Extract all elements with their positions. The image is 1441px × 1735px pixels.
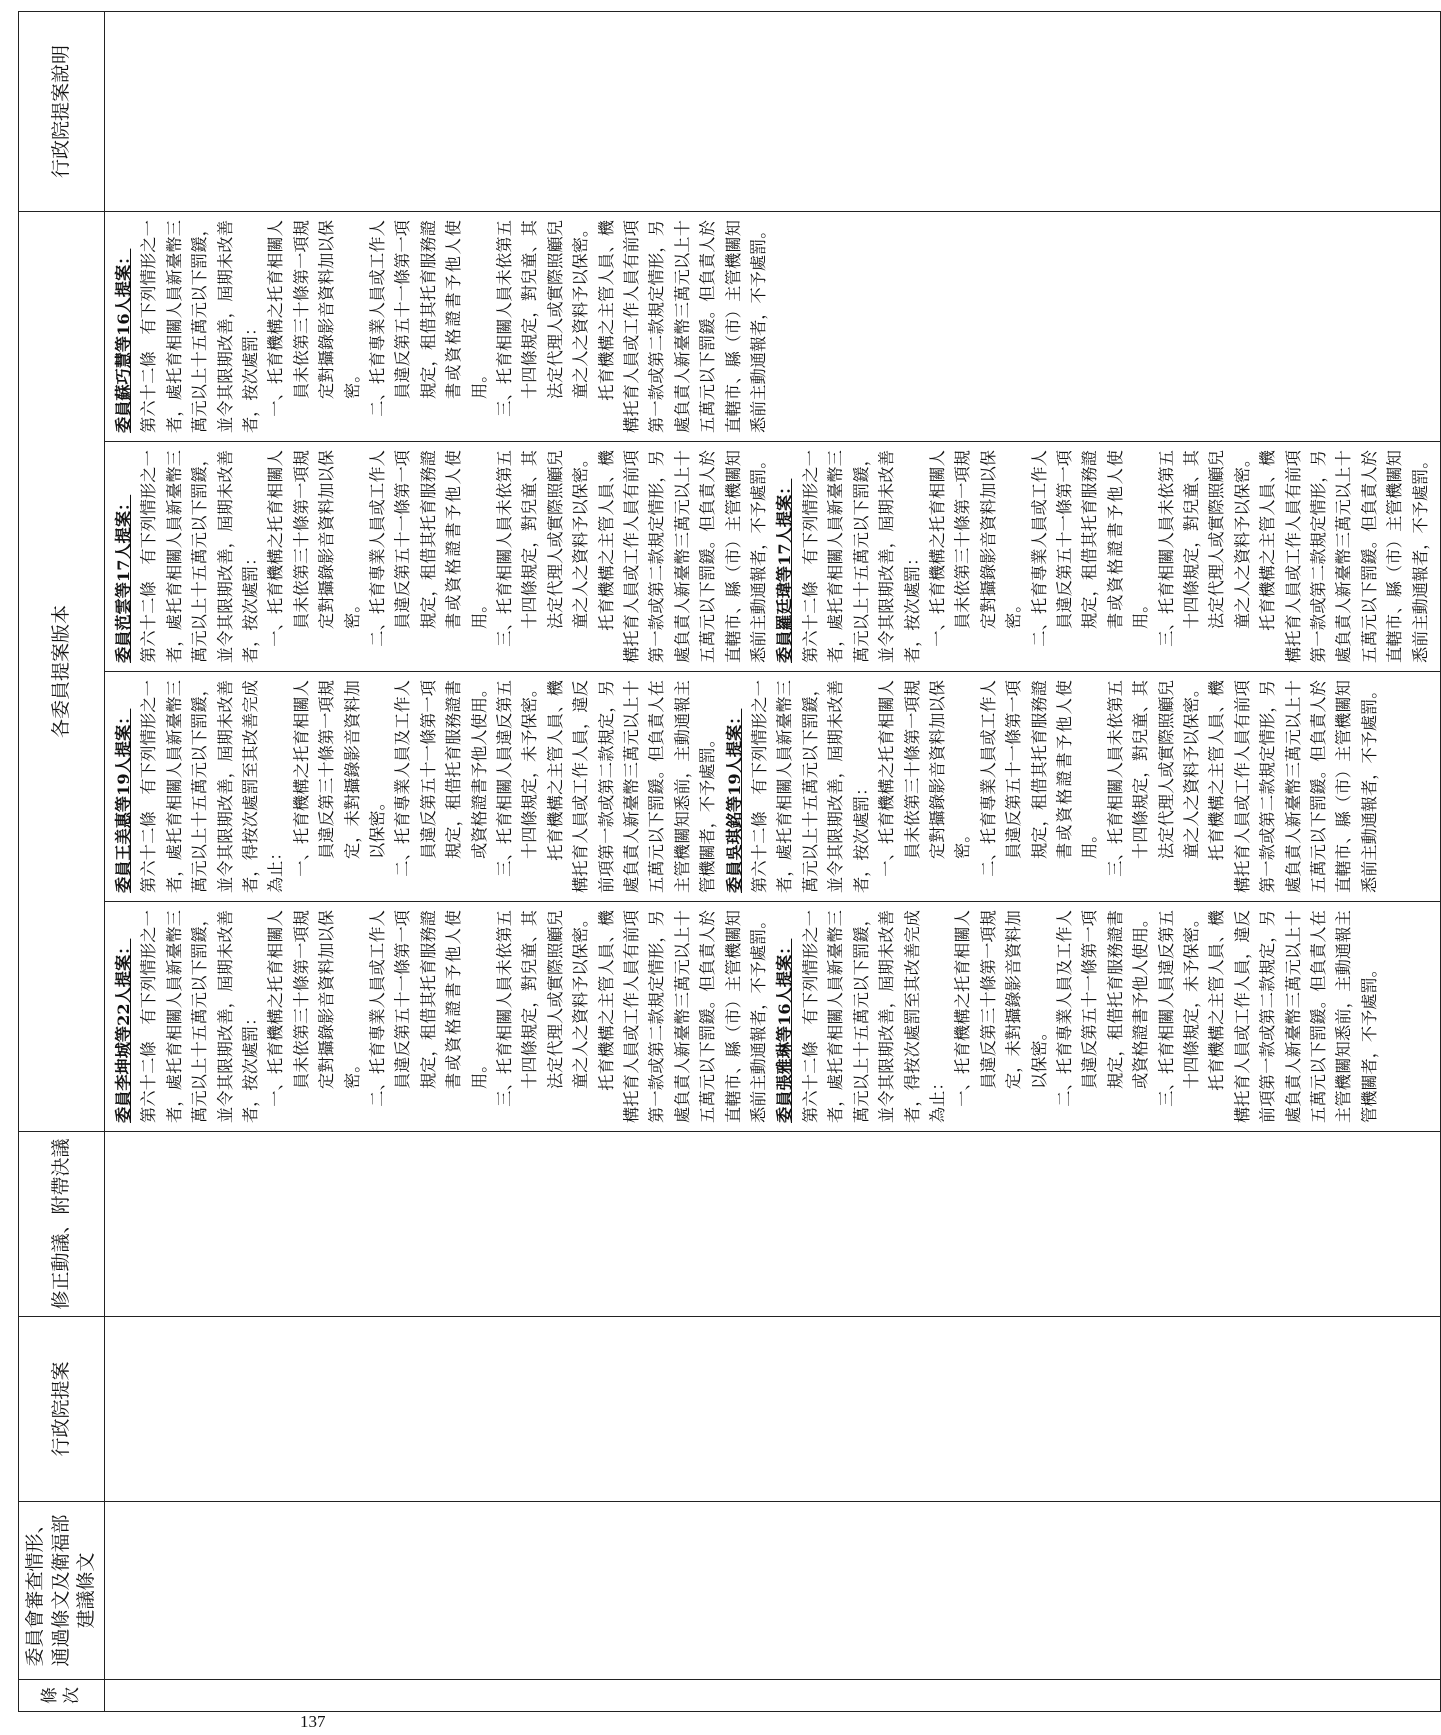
proposal-block — [111, 910, 772, 1123]
header-versions: 各委員提案版本 — [19, 212, 105, 1132]
proposal-text: 一、托育機構之托育相關人員未依第三十條第一項規定對攝錄影音資料加以保密。 — [927, 450, 1024, 647]
proposal-text: 二、托育專業人員或工作人員違反第五十一條第一項規定，租借其托育服務證書或資格證書予他人使用。 — [367, 220, 489, 417]
proposal-text: 三、托育相關人員未依第五十四條規定，對兒童、其法定代理人或實際照顧兒童之人之資料予以保密。 — [495, 910, 591, 1107]
header-review: 委員會審查情形、通過條文及衛福部建議條文 — [19, 1502, 105, 1680]
proposal-text: 第六十二條 有下列情形之一者，處托育相關人員新臺幣三萬元以上十五萬元以下罰鍰，並令其限期改善，屆期未改善者，得按次處罰至其改善完成為止： — [800, 910, 947, 1123]
proposal-text: 一、托育機構之托育相關人員未依第三十條第一項規定對攝錄影音資料加以保密。 — [877, 680, 973, 877]
proposal-text: 托育機構之主管人員、機構托育人員或工作人員，違反前項第一款或第二款規定，另處負責人新臺幣三萬元以上十五萬元以下罰鍰。但負責人在主管機關知悉前，主動通報主管機關者，不予處罰。 — [545, 680, 718, 893]
proposal-text: 三、托育相關人員違反第五十四條規定，未予保密。 — [495, 680, 540, 877]
proposal-text: 托育機構之主管人員、機構托育人員或工作人員有前項第一款或第二款規定情形，另處負責人新臺幣三萬元以上十五萬元以下罰鍰。但負責人於直轄市、縣（市）主管機關知悉前主動通報者，不予處罰。 — [596, 450, 769, 663]
proposal-block — [111, 450, 772, 663]
proposal-text: 第六十二條 有下列情形之一者，處托育相關人員新臺幣三萬元以上十五萬元以下罰鍰，並令其限期改善，屆期未改善者，按次處罰： — [800, 450, 922, 663]
proposal-text: 托育機構之主管人員、機構托育人員或工作人員有前項第一款或第二款規定情形，另處負責人新臺幣三萬元以上十五萬元以下罰鍰。但負責人於直轄市、縣（市）主管機關知悉前主動通報者，不予處罰。 — [1207, 680, 1379, 893]
header-row — [19, 12, 105, 1712]
proposal-heading: 委員王美惠等19人提案： — [113, 708, 133, 893]
page-number: 137 — [300, 1712, 326, 1731]
proposal-heading: 委員李坤城等22人提案： — [113, 938, 133, 1123]
proposal-heading: 委員蘇巧慧等16人提案： — [113, 248, 133, 433]
header-exec-proposal: 行政院提案 — [19, 1317, 105, 1502]
proposal-text: 一、托育機構之托育相關人員違反第三十條第一項規定，未對攝錄影音資料加以保密。 — [953, 910, 1049, 1107]
cell-review — [104, 1502, 1440, 1680]
proposal-text: 三、托育相關人員未依第五十四條規定，對兒童、其法定代理人或實際照顧兒童之人之資料予以保密。 — [1105, 680, 1201, 877]
proposal-text: 三、托育相關人員違反第五十四條規定，未予保密。 — [1156, 910, 1201, 1107]
proposal-text: 一、托育機構之托育相關人員未依第三十條第一項規定對攝錄影音資料加以保密。 — [266, 450, 362, 647]
proposal-text: 二、托育專業人員及工作人員違反第五十一條第一項規定，租借托育服務證書或資格證書予他人使用。 — [393, 680, 489, 877]
proposal-text: 二、托育專業人員或工作人員違反第五十一條第一項規定，租借其托育服務證書或資格證書予他人使用。 — [1029, 450, 1151, 647]
proposal-block — [111, 680, 721, 893]
proposal-text: 三、托育相關人員未依第五十四條規定，對兒童、其法定代理人或實際照顧兒童之人之資料予以保密。 — [495, 220, 591, 417]
cell-versions — [104, 212, 1440, 1132]
proposal-text: 第六十二條 有下列情形之一者，處托育相關人員新臺幣三萬元以上十五萬元以下罰鍰，並令其限期改善，屆期未改善者，按次處罰： — [750, 680, 871, 893]
proposal-text: 第六十二條 有下列情形之一者，處托育相關人員新臺幣三萬元以上十五萬元以下罰鍰，並令其限期改善，屆期未改善者，按次處罰： — [139, 450, 260, 663]
proposal-text: 一、托育機構之托育相關人員未依第三十條第一項規定對攝錄影音資料加以保密。 — [266, 910, 362, 1107]
proposal-text: 二、托育專業人員及工作人員違反第五十一條第一項規定，租借托育服務證書或資格證書予他人使用。 — [1054, 910, 1151, 1107]
proposal-text: 三、托育相關人員未依第五十四條規定，對兒童、其法定代理人或實際照顧兒童之人之資料予以保密。 — [1156, 450, 1252, 647]
proposal-block — [111, 220, 772, 433]
versions-subcolumn — [105, 212, 1440, 441]
header-exec-explanation: 行政院提案說明 — [19, 12, 105, 212]
cell-exec-explanation — [104, 12, 1440, 212]
rotated-table-frame — [18, 12, 1430, 1712]
cell-amendment — [104, 1132, 1440, 1317]
proposal-text: 托育機構之主管人員、機構托育人員或工作人員，違反前項第一款或第二款規定，另處負責人新臺幣三萬元以上十五萬元以下罰鍰。但負責人在主管機關知悉前，主動通報主管機關者，不予處罰。 — [1207, 910, 1379, 1123]
cell-article — [104, 1680, 1440, 1712]
proposal-text: 二、托育專業人員或工作人員違反第五十一條第一項規定，租借其托育服務證書或資格證書予他人使用。 — [978, 680, 1100, 877]
versions-subcolumn — [105, 901, 1440, 1131]
header-amendment: 修正動議、附帶決議 — [19, 1132, 105, 1317]
proposal-text: 第六十二條 有下列情形之一者，處托育相關人員新臺幣三萬元以上十五萬元以下罰鍰，並令其限期改善，屆期未改善者，得按次處罰至其改善完成為止： — [139, 680, 286, 893]
proposal-heading: 委員羅廷瑋等17人提案： — [775, 478, 795, 663]
proposal-text: 第六十二條 有下列情形之一者，處托育相關人員新臺幣三萬元以上十五萬元以下罰鍰，並令其限期改善，屆期未改善者，按次處罰： — [139, 220, 260, 433]
proposal-heading: 委員張雅琳等16人提案： — [775, 938, 795, 1123]
proposal-block — [772, 910, 1382, 1123]
proposal-text: 二、托育專業人員或工作人員違反第五十一條第一項規定，租借其托育服務證書或資格證書予他人使用。 — [367, 910, 489, 1107]
proposal-text: 托育機構之主管人員、機構托育人員或工作人員有前項第一款或第二款規定情形，另處負責人新臺幣三萬元以上十五萬元以下罰鍰。但負責人於直轄市、縣（市）主管機關知悉前主動通報者，不予處罰。 — [596, 220, 769, 433]
proposal-heading: 委員吳琪銘等19人提案： — [724, 708, 744, 893]
proposal-block — [722, 680, 1383, 893]
proposal-text: 托育機構之主管人員、機構托育人員或工作人員有前項第一款或第二款規定情形，另處負責人新臺幣三萬元以上十五萬元以下罰鍰。但負責人於直轄市、縣（市）主管機關知悉前主動通報者，不予處罰。 — [596, 910, 769, 1123]
proposal-text: 一、托育機構之托育相關人員違反第三十條第一項規定，未對攝錄影音資料加以保密。 — [291, 680, 387, 877]
proposal-text: 一、托育機構之托育相關人員未依第三十條第一項規定對攝錄影音資料加以保密。 — [266, 220, 362, 417]
proposal-text: 第六十二條 有下列情形之一者，處托育相關人員新臺幣三萬元以上十五萬元以下罰鍰，並令其限期改善，屆期未改善者，按次處罰： — [139, 910, 260, 1123]
comparison-table — [18, 11, 1441, 1712]
cell-exec-proposal — [104, 1317, 1440, 1502]
proposal-text: 二、托育專業人員或工作人員違反第五十一條第一項規定，租借其托育服務證書或資格證書予他人使用。 — [367, 450, 489, 647]
proposal-text: 三、托育相關人員未依第五十四條規定，對兒童、其法定代理人或實際照顧兒童之人之資料予以保密。 — [495, 450, 591, 647]
header-article: 條次 — [19, 1680, 105, 1712]
proposal-block — [772, 450, 1433, 663]
proposal-text: 托育機構之主管人員、機構托育人員或工作人員有前項第一款或第二款規定情形，另處負責人新臺幣三萬元以上十五萬元以下罰鍰。但負責人於直轄市、縣（市）主管機關知悉前主動通報者，不予處罰。 — [1258, 450, 1430, 663]
versions-columns — [105, 212, 1440, 1131]
versions-subcolumn — [105, 671, 1440, 901]
versions-subcolumn — [105, 441, 1440, 671]
body-row — [104, 12, 1440, 1712]
proposal-heading: 委員范雲等17人提案： — [113, 494, 133, 663]
